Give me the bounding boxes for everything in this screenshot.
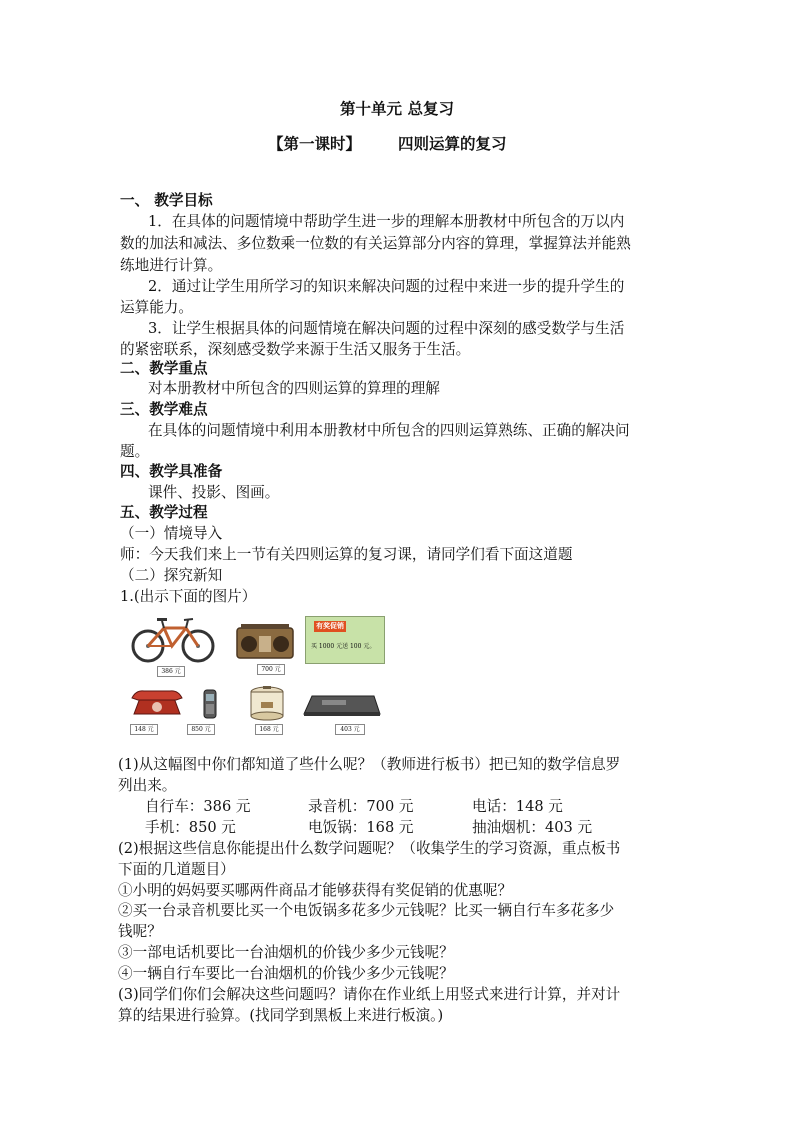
hood-price-tag: 403 元 xyxy=(335,724,365,735)
rice-cooker-icon xyxy=(247,684,287,722)
process-part-2-text: 1.(出示下面的图片） xyxy=(120,588,257,605)
goal-3-line-2: 的紧密联系，深刻感受数学来源于生活又服务于生活。 xyxy=(120,341,471,358)
bicycle-price-tag: 386 元 xyxy=(157,666,185,677)
mobile-price-tag: 850 元 xyxy=(187,724,215,735)
info-mobile: 手机：850 元 xyxy=(145,819,236,836)
question-2-line-2: 下面的几道题目） xyxy=(118,861,235,878)
process-part-1-heading: （一）情境导入 xyxy=(120,525,223,542)
goal-3-line-1: 3．让学生根据具体的问题情境在解决问题的过程中深刻的感受数学与生活 xyxy=(148,320,625,337)
goal-1-line-1: 1．在具体的问题情境中帮助学生进一步的理解本册教材中所包含的万以内 xyxy=(148,213,625,230)
telephone-icon xyxy=(130,688,184,716)
goods-picture xyxy=(125,612,385,742)
question-1-line-1: (1)从这幅图中你们都知道了些什么呢？（教师进行板书）把已知的数学信息罗 xyxy=(118,756,621,773)
info-cooker: 电饭锅：168 元 xyxy=(308,819,414,836)
info-hood: 抽油烟机：403 元 xyxy=(472,819,593,836)
range-hood-icon xyxy=(302,690,382,718)
difficulty-line-2: 题。 xyxy=(120,443,150,460)
question-2-line-1: (2)根据这些信息你能提出什么数学问题呢？（收集学生的学习资源，重点板书 xyxy=(118,840,621,857)
problem-3: ③一部电话机要比一台油烟机的价钱少多少元钱呢？ xyxy=(118,944,454,961)
section-heading-key: 二、教学重点 xyxy=(120,360,208,377)
goal-1-line-3: 练地进行计算。 xyxy=(120,257,223,274)
goal-2-line-1: 2．通过让学生用所学习的知识来解决问题的过程中来进一步的提升学生的 xyxy=(148,278,625,295)
promotion-title: 有奖促销 xyxy=(316,622,344,630)
bicycle-icon xyxy=(130,614,216,664)
problem-2-line-1: ②买一台录音机要比买一个电饭锅多花多少元钱呢？比买一辆自行车多花多少 xyxy=(118,902,615,919)
promotion-sign xyxy=(305,616,385,664)
tape-recorder-icon xyxy=(235,622,295,662)
problem-2-line-2: 钱呢？ xyxy=(118,923,162,940)
key-point-text: 对本册教材中所包含的四则运算的算理的理解 xyxy=(148,380,440,397)
problem-4: ④一辆自行车要比一台油烟机的价钱少多少元钱呢？ xyxy=(118,965,454,982)
mobile-phone-icon xyxy=(198,688,222,720)
goal-2-line-2: 运算能力。 xyxy=(120,299,193,316)
process-part-2-heading: （二）探究新知 xyxy=(120,567,223,584)
lesson-topic: 四则运算的复习 xyxy=(398,134,507,153)
info-recorder: 录音机：700 元 xyxy=(308,798,414,815)
process-part-1-text: 师：今天我们来上一节有关四则运算的复习课，请同学们看下面这道题 xyxy=(120,546,573,563)
section-heading-process: 五、教学过程 xyxy=(120,504,208,521)
promotion-text: 买 1000 元送 100 元。 xyxy=(311,643,376,650)
problem-1: ①小明的妈妈要买哪两件商品才能够获得有奖促销的优惠呢？ xyxy=(118,882,513,899)
question-1-line-2: 列出来。 xyxy=(118,777,177,794)
tools-text: 课件、投影、图画。 xyxy=(148,484,280,501)
question-3-line-2: 算的结果进行验算。(找同学到黑板上来进行板演。) xyxy=(118,1007,444,1024)
info-telephone: 电话：148 元 xyxy=(472,798,563,815)
goal-1-line-2: 数的加法和减法、多位数乘一位数的有关运算部分内容的算理，掌握算法并能熟 xyxy=(120,235,631,252)
section-heading-difficulty: 三、教学难点 xyxy=(120,401,208,418)
info-bicycle: 自行车：386 元 xyxy=(145,798,251,815)
section-heading-goals: 一、 教学目标 xyxy=(120,192,213,209)
page-title: 第十单元 总复习 xyxy=(340,99,454,118)
lesson-label: 【第一课时】 xyxy=(268,134,362,153)
question-3-line-1: (3)同学们你们会解决这些问题吗？请你在作业纸上用竖式来进行计算，并对计 xyxy=(118,986,621,1003)
telephone-price-tag: 148 元 xyxy=(130,724,158,735)
cooker-price-tag: 168 元 xyxy=(255,724,283,735)
section-heading-tools: 四、教学具准备 xyxy=(120,463,223,480)
difficulty-line-1: 在具体的问题情境中利用本册教材中所包含的四则运算熟练、正确的解决问 xyxy=(148,422,630,439)
recorder-price-tag: 700 元 xyxy=(257,664,285,675)
